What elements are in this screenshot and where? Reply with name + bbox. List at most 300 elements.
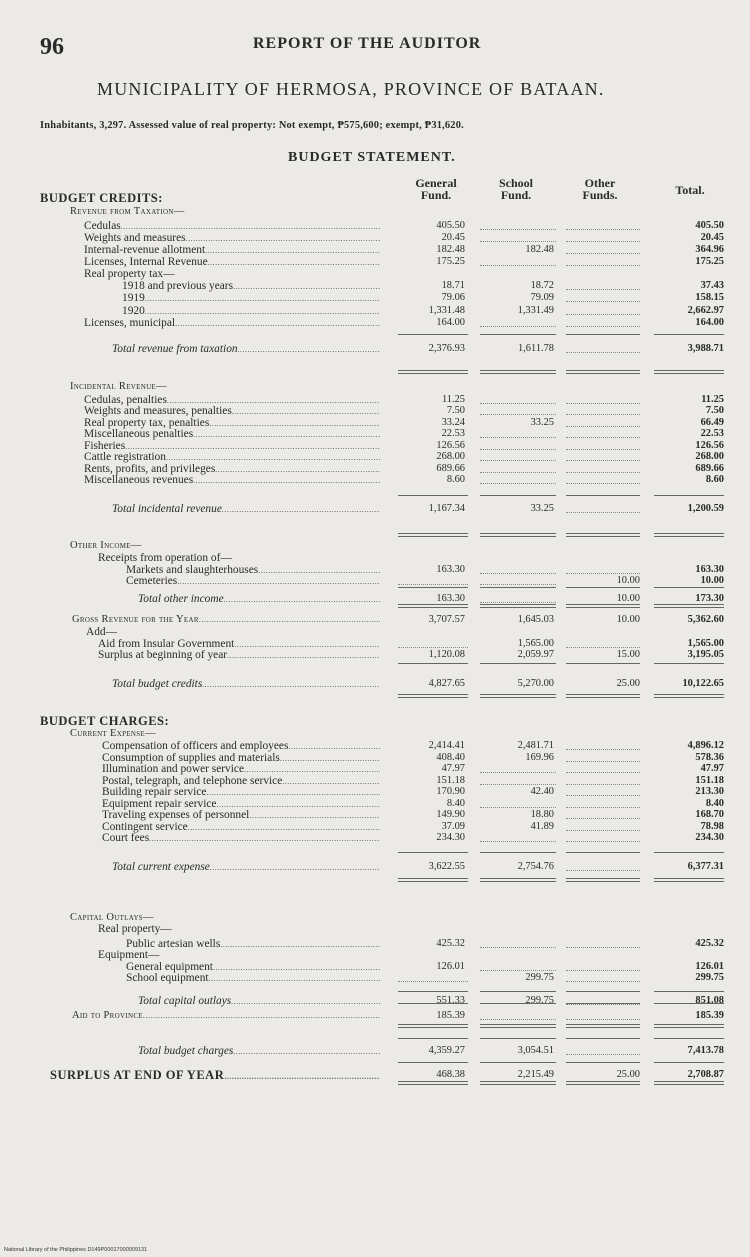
row-label: Gross Revenue for the Year ..... [72, 614, 380, 626]
total-row [0, 995, 750, 1007]
empty-cell-leader [566, 795, 640, 796]
row-label: Miscellaneous penalties ..... [84, 428, 380, 441]
total-row [0, 343, 750, 355]
row-label: Aid from Insular Government ..... [98, 638, 380, 651]
empty-cell-leader [566, 449, 640, 450]
empty-cell-leader [480, 807, 556, 808]
total-value: 578.36 [695, 752, 724, 763]
general-fund-value: 3,707.57 [428, 614, 465, 625]
empty-cell-leader [480, 784, 556, 785]
sum-rule [480, 1038, 556, 1039]
table-row [0, 220, 750, 232]
row-label: Receipts from operation of— [98, 552, 232, 564]
double-rule [398, 533, 468, 537]
row-label: Capital Outlays— [70, 912, 154, 923]
table-row [0, 949, 750, 961]
row-label: Real property— [98, 923, 172, 935]
row-label: Add— [86, 626, 118, 638]
total-value: 10,122.65 [682, 678, 724, 689]
general-fund-value: 468.38 [436, 1069, 465, 1080]
empty-cell-leader [566, 573, 640, 574]
column-header-line: Other [584, 176, 616, 190]
section-row [0, 192, 750, 204]
row-label: BUDGET CREDITS: [40, 191, 163, 205]
empty-cell-leader [566, 352, 640, 353]
general-fund-value: 405.50 [436, 220, 465, 231]
total-row [0, 503, 750, 515]
general-fund-value: 126.56 [436, 440, 465, 451]
school-fund-value: 41.89 [530, 821, 554, 832]
empty-cell-leader [480, 573, 556, 574]
double-rule [480, 1024, 556, 1028]
total-value: 364.96 [695, 244, 724, 255]
total-row [0, 678, 750, 690]
sum-rule [398, 1062, 468, 1063]
school-fund-value: 18.80 [530, 809, 554, 820]
table-row [0, 451, 750, 463]
row-label: Traveling expenses of personnel ..... [102, 809, 380, 822]
sum-rule [566, 587, 640, 588]
double-rule [480, 533, 556, 537]
subsection-row [0, 206, 750, 218]
empty-cell-leader [566, 1019, 640, 1020]
total-value: 2,662.97 [687, 305, 724, 316]
row-label: Total capital outlays ..... [138, 995, 380, 1008]
sum-rule [566, 852, 640, 853]
double-rule [480, 370, 556, 374]
total-value: 1,200.59 [687, 503, 724, 514]
school-fund-value: 33.25 [530, 417, 554, 428]
row-label: 1919 ..... [122, 292, 380, 305]
empty-cell-leader [566, 807, 640, 808]
double-rule [480, 604, 556, 608]
column-header-line: School [498, 176, 533, 190]
sum-rule [480, 334, 556, 335]
empty-cell-leader [566, 512, 640, 513]
section-row [0, 715, 750, 727]
general-fund-value: 1,331.48 [428, 305, 465, 316]
total-value: 175.25 [695, 256, 724, 267]
total-value: 78.98 [700, 821, 724, 832]
empty-cell-leader [480, 970, 556, 971]
row-label: Consumption of supplies and materials ..... [102, 752, 380, 765]
total-value: 405.50 [695, 220, 724, 231]
sum-rule [480, 1062, 556, 1063]
general-fund-value: 268.00 [436, 451, 465, 462]
total-value: 37.43 [700, 280, 724, 291]
empty-cell-leader [566, 483, 640, 484]
total-value: 8.60 [705, 474, 724, 485]
sum-rule [398, 852, 468, 853]
row-label: SURPLUS AT END OF YEAR ..... [50, 1069, 380, 1083]
total-value: 851.08 [695, 995, 724, 1006]
total-value: 151.18 [695, 775, 724, 786]
row-label: Postal, telegraph, and telephone service ..... [102, 775, 380, 788]
total-value: 173.30 [695, 593, 724, 604]
general-fund-value: 47.97 [441, 763, 465, 774]
general-fund-value: 149.90 [436, 809, 465, 820]
total-value: 268.00 [695, 451, 724, 462]
row-label: Compensation of officers and employees ..... [102, 740, 380, 753]
empty-cell-leader [480, 460, 556, 461]
column-header-line: Fund. [500, 188, 532, 202]
general-fund-value: 33.24 [441, 417, 465, 428]
column-header-line: General [415, 176, 457, 190]
school-fund-value: 1,565.00 [517, 638, 554, 649]
table-row [0, 292, 750, 304]
table-row [0, 740, 750, 752]
school-fund-value: 2,754.76 [517, 861, 554, 872]
double-rule [480, 694, 556, 698]
row-label: Weights and measures ..... [84, 232, 380, 245]
school-fund-value: 2,481.71 [517, 740, 554, 751]
empty-cell-leader [566, 253, 640, 254]
general-fund-value: 11.25 [442, 394, 465, 405]
subsection-row [0, 540, 750, 552]
general-fund-value: 164.00 [436, 317, 465, 328]
empty-cell-leader [566, 289, 640, 290]
empty-cell-leader [480, 414, 556, 415]
school-fund-value: 2,059.97 [517, 649, 554, 660]
table-row [0, 649, 750, 661]
sum-rule [398, 587, 468, 588]
empty-cell-leader [566, 981, 640, 982]
general-fund-value: 7.50 [446, 405, 465, 416]
sum-rule [480, 663, 556, 664]
empty-cell-leader [566, 229, 640, 230]
general-fund-value: 163.30 [436, 593, 465, 604]
other-funds-value: 10.00 [616, 614, 640, 625]
empty-cell-leader [566, 647, 640, 648]
empty-cell-leader [480, 1019, 556, 1020]
sum-rule [566, 495, 640, 496]
total-value: 22.53 [700, 428, 724, 439]
municipality-title: MUNICIPALITY OF HERMOSA, PROVINCE OF BATAAN. [97, 79, 605, 99]
empty-cell-leader [480, 584, 556, 585]
school-fund-value: 1,611.78 [518, 343, 554, 354]
total-value: 213.30 [695, 786, 724, 797]
sum-rule [398, 663, 468, 664]
sum-rule [654, 587, 724, 588]
sum-rule [398, 991, 468, 992]
double-rule [654, 370, 724, 374]
total-value: 299.75 [695, 972, 724, 983]
row-label: Incidental Revenue— [70, 381, 167, 392]
row-label: Fisheries ..... [84, 440, 380, 453]
total-value: 158.15 [695, 292, 724, 303]
row-label: Licenses, municipal ..... [84, 317, 380, 330]
row-label: Total current expense ..... [112, 861, 380, 874]
general-fund-value: 20.45 [441, 232, 465, 243]
general-fund-value: 3,622.55 [428, 861, 465, 872]
double-rule [654, 694, 724, 698]
total-value: 3,195.05 [687, 649, 724, 660]
table-row [0, 317, 750, 329]
school-fund-value: 299.75 [525, 972, 554, 983]
general-fund-value: 234.30 [436, 832, 465, 843]
row-label: Total revenue from taxation ..... [112, 343, 380, 356]
sum-rule [398, 334, 468, 335]
sum-rule [654, 1003, 724, 1004]
table-row [0, 244, 750, 256]
total-value: 7,413.78 [687, 1045, 724, 1056]
sum-rule [398, 1038, 468, 1039]
subsection-row [0, 728, 750, 740]
school-fund-value: 79.09 [530, 292, 554, 303]
total-value: 66.49 [700, 417, 724, 428]
double-rule [398, 1081, 468, 1085]
row-label: Equipment repair service ..... [102, 798, 380, 811]
sum-rule [398, 495, 468, 496]
double-rule [566, 1081, 640, 1085]
total-value: 11.25 [701, 394, 724, 405]
general-fund-value: 689.66 [436, 463, 465, 474]
table-row [0, 305, 750, 317]
school-fund-value: 3,054.51 [517, 1045, 554, 1056]
empty-cell-leader [398, 584, 468, 585]
double-rule [566, 604, 640, 608]
row-label: School equipment ..... [126, 972, 380, 985]
row-label: 1918 and previous years ..... [122, 280, 380, 293]
column-header-line: Fund. [420, 188, 452, 202]
total-value: 20.45 [700, 232, 724, 243]
table-row [0, 280, 750, 292]
general-fund-value: 163.30 [436, 564, 465, 575]
empty-cell-leader [566, 749, 640, 750]
table-row [0, 763, 750, 775]
general-fund-value: 182.48 [436, 244, 465, 255]
page-number: 96 [40, 34, 64, 60]
double-rule [398, 370, 468, 374]
empty-cell-leader [480, 772, 556, 773]
row-label: Surplus at beginning of year ..... [98, 649, 380, 662]
school-fund-value: 182.48 [525, 244, 554, 255]
empty-cell-leader [480, 841, 556, 842]
empty-cell-leader [566, 784, 640, 785]
row-label: Real property tax, penalties ..... [84, 417, 380, 430]
general-fund-value: 408.40 [436, 752, 465, 763]
other-funds-value: 10.00 [616, 593, 640, 604]
general-fund-value: 175.25 [436, 256, 465, 267]
total-value: 8.40 [705, 798, 724, 809]
empty-cell-leader [566, 241, 640, 242]
empty-cell-leader [566, 403, 640, 404]
sum-rule [566, 991, 640, 992]
row-label: Building repair service ..... [102, 786, 380, 799]
row-label: Other Income— [70, 540, 142, 551]
column-header-line: Total. [675, 183, 705, 197]
row-label: Revenue from Taxation— [70, 206, 185, 217]
column-header-line: Funds. [582, 188, 618, 202]
row-label: Rents, profits, and privileges ..... [84, 463, 380, 476]
total-value: 6,377.31 [687, 861, 724, 872]
empty-cell-leader [480, 229, 556, 230]
total-value: 126.01 [695, 961, 724, 972]
double-rule [480, 1081, 556, 1085]
total-value: 163.30 [695, 564, 724, 575]
sum-rule [654, 1062, 724, 1063]
row-label: Court fees ..... [102, 832, 380, 845]
total-value: 5,362.60 [687, 614, 724, 625]
general-fund-value: 425.32 [436, 938, 465, 949]
row-label: Public artesian wells ..... [126, 938, 380, 951]
row-label: Current Expense— [70, 728, 156, 739]
sum-rule [566, 1062, 640, 1063]
total-value: 425.32 [695, 938, 724, 949]
table-row [0, 552, 750, 564]
total-value: 3,988.71 [687, 343, 724, 354]
table-row [0, 809, 750, 821]
sum-rule [480, 495, 556, 496]
empty-cell-leader [566, 472, 640, 473]
sum-rule [654, 495, 724, 496]
total-value: 234.30 [695, 832, 724, 843]
empty-cell-leader [566, 314, 640, 315]
double-rule [398, 878, 468, 882]
row-label: Real property tax— [84, 268, 175, 280]
row-label: Illumination and power service ..... [102, 763, 380, 776]
table-row [0, 575, 750, 587]
table-row [0, 428, 750, 440]
school-fund-value: 1,645.03 [517, 614, 554, 625]
total-row [0, 1045, 750, 1057]
table-row [0, 268, 750, 280]
total-value: 47.97 [700, 763, 724, 774]
row-label: Total budget charges ..... [138, 1045, 380, 1058]
school-fund-value: 2,215.49 [517, 1069, 554, 1080]
total-row [0, 861, 750, 873]
total-value: 689.66 [695, 463, 724, 474]
empty-cell-leader [480, 947, 556, 948]
row-label: Cedulas, penalties ..... [84, 394, 380, 407]
double-rule [654, 1024, 724, 1028]
general-fund-value: 151.18 [436, 775, 465, 786]
general-fund-value: 4,827.65 [428, 678, 465, 689]
sum-rule [398, 1003, 468, 1004]
sum-rule [654, 334, 724, 335]
table-row [0, 474, 750, 486]
row-label: Licenses, Internal Revenue ..... [84, 256, 380, 269]
row-label: 1920 ..... [122, 305, 380, 318]
other-funds-value: 25.00 [616, 678, 640, 689]
row-label: Cedulas ..... [84, 220, 380, 233]
row-label: Cemeteries ..... [126, 575, 380, 588]
library-stamp: National Library of the Philippines D149P00017000009131 [4, 1247, 148, 1253]
empty-cell-leader [566, 870, 640, 871]
empty-cell-leader [480, 437, 556, 438]
other-funds-value: 10.00 [616, 575, 640, 586]
empty-cell-leader [566, 437, 640, 438]
empty-cell-leader [566, 326, 640, 327]
double-rule [654, 604, 724, 608]
general-fund-value: 22.53 [441, 428, 465, 439]
total-value: 164.00 [695, 317, 724, 328]
empty-cell-leader [566, 761, 640, 762]
row-label: Contingent service ..... [102, 821, 380, 834]
subsection-row [0, 381, 750, 393]
double-rule [398, 694, 468, 698]
row-label: Total other income ..... [138, 593, 380, 606]
empty-cell-leader [398, 981, 468, 982]
general-fund-value: 1,167.34 [428, 503, 465, 514]
sum-rule [566, 334, 640, 335]
sum-rule [480, 991, 556, 992]
row-label: Total budget credits ..... [112, 678, 380, 691]
total-value: 168.70 [695, 809, 724, 820]
school-fund-value: 169.96 [525, 752, 554, 763]
general-fund-value: 79.06 [441, 292, 465, 303]
row-label: General equipment ..... [126, 961, 380, 974]
section-row [0, 1069, 750, 1081]
sum-rule [480, 1003, 556, 1004]
report-header: REPORT OF THE AUDITOR [253, 35, 482, 52]
general-fund-value: 18.71 [441, 280, 465, 291]
empty-cell-leader [566, 947, 640, 948]
row-label: Cattle registration ..... [84, 451, 380, 464]
row-label: Markets and slaughterhouses ..... [126, 564, 380, 577]
school-fund-value: 42.40 [530, 786, 554, 797]
double-rule [566, 533, 640, 537]
sum-rule [566, 1038, 640, 1039]
inhabitants-line: Inhabitants, 3,297. Assessed value of real property: Not exempt, ₱575,600; exempt, ₱31,620. [40, 120, 464, 131]
sum-rule [654, 1038, 724, 1039]
row-label: Total incidental revenue ..... [112, 503, 380, 516]
empty-cell-leader [480, 602, 556, 603]
school-fund-value: 5,270.00 [517, 678, 554, 689]
general-fund-value: 185.39 [436, 1010, 465, 1021]
school-fund-value: 18.72 [530, 280, 554, 291]
empty-cell-leader [480, 241, 556, 242]
sum-rule [480, 852, 556, 853]
row-label: Miscellaneous revenues ..... [84, 474, 380, 487]
general-fund-value: 2,414.41 [428, 740, 465, 751]
double-rule [654, 533, 724, 537]
double-rule [398, 604, 468, 608]
sum-rule [654, 991, 724, 992]
table-row [0, 405, 750, 417]
double-rule [654, 878, 724, 882]
double-rule [566, 694, 640, 698]
total-value: 2,708.87 [687, 1069, 724, 1080]
subsection-row [0, 614, 750, 626]
row-label: BUDGET CHARGES: [40, 714, 170, 728]
general-fund-value: 126.01 [436, 961, 465, 972]
general-fund-value: 8.40 [446, 798, 465, 809]
total-value: 1,565.00 [687, 638, 724, 649]
empty-cell-leader [566, 818, 640, 819]
row-label: Weights and measures, penalties ..... [84, 405, 380, 418]
other-funds-value: 15.00 [616, 649, 640, 660]
general-fund-value: 4,359.27 [428, 1045, 465, 1056]
double-rule [566, 1024, 640, 1028]
empty-cell-leader [566, 1054, 640, 1055]
empty-cell-leader [480, 265, 556, 266]
empty-cell-leader [566, 970, 640, 971]
double-rule [398, 1024, 468, 1028]
subsection-row [0, 1010, 750, 1022]
table-row [0, 832, 750, 844]
table-row [0, 256, 750, 268]
school-fund-value: 33.25 [530, 503, 554, 514]
empty-cell-leader [566, 460, 640, 461]
row-label: Internal-revenue allotment ..... [84, 244, 380, 257]
school-fund-value: 299.75 [525, 995, 554, 1006]
empty-cell-leader [566, 265, 640, 266]
total-value: 126.56 [695, 440, 724, 451]
table-row [0, 232, 750, 244]
general-fund-value: 8.60 [446, 474, 465, 485]
sum-rule [480, 587, 556, 588]
